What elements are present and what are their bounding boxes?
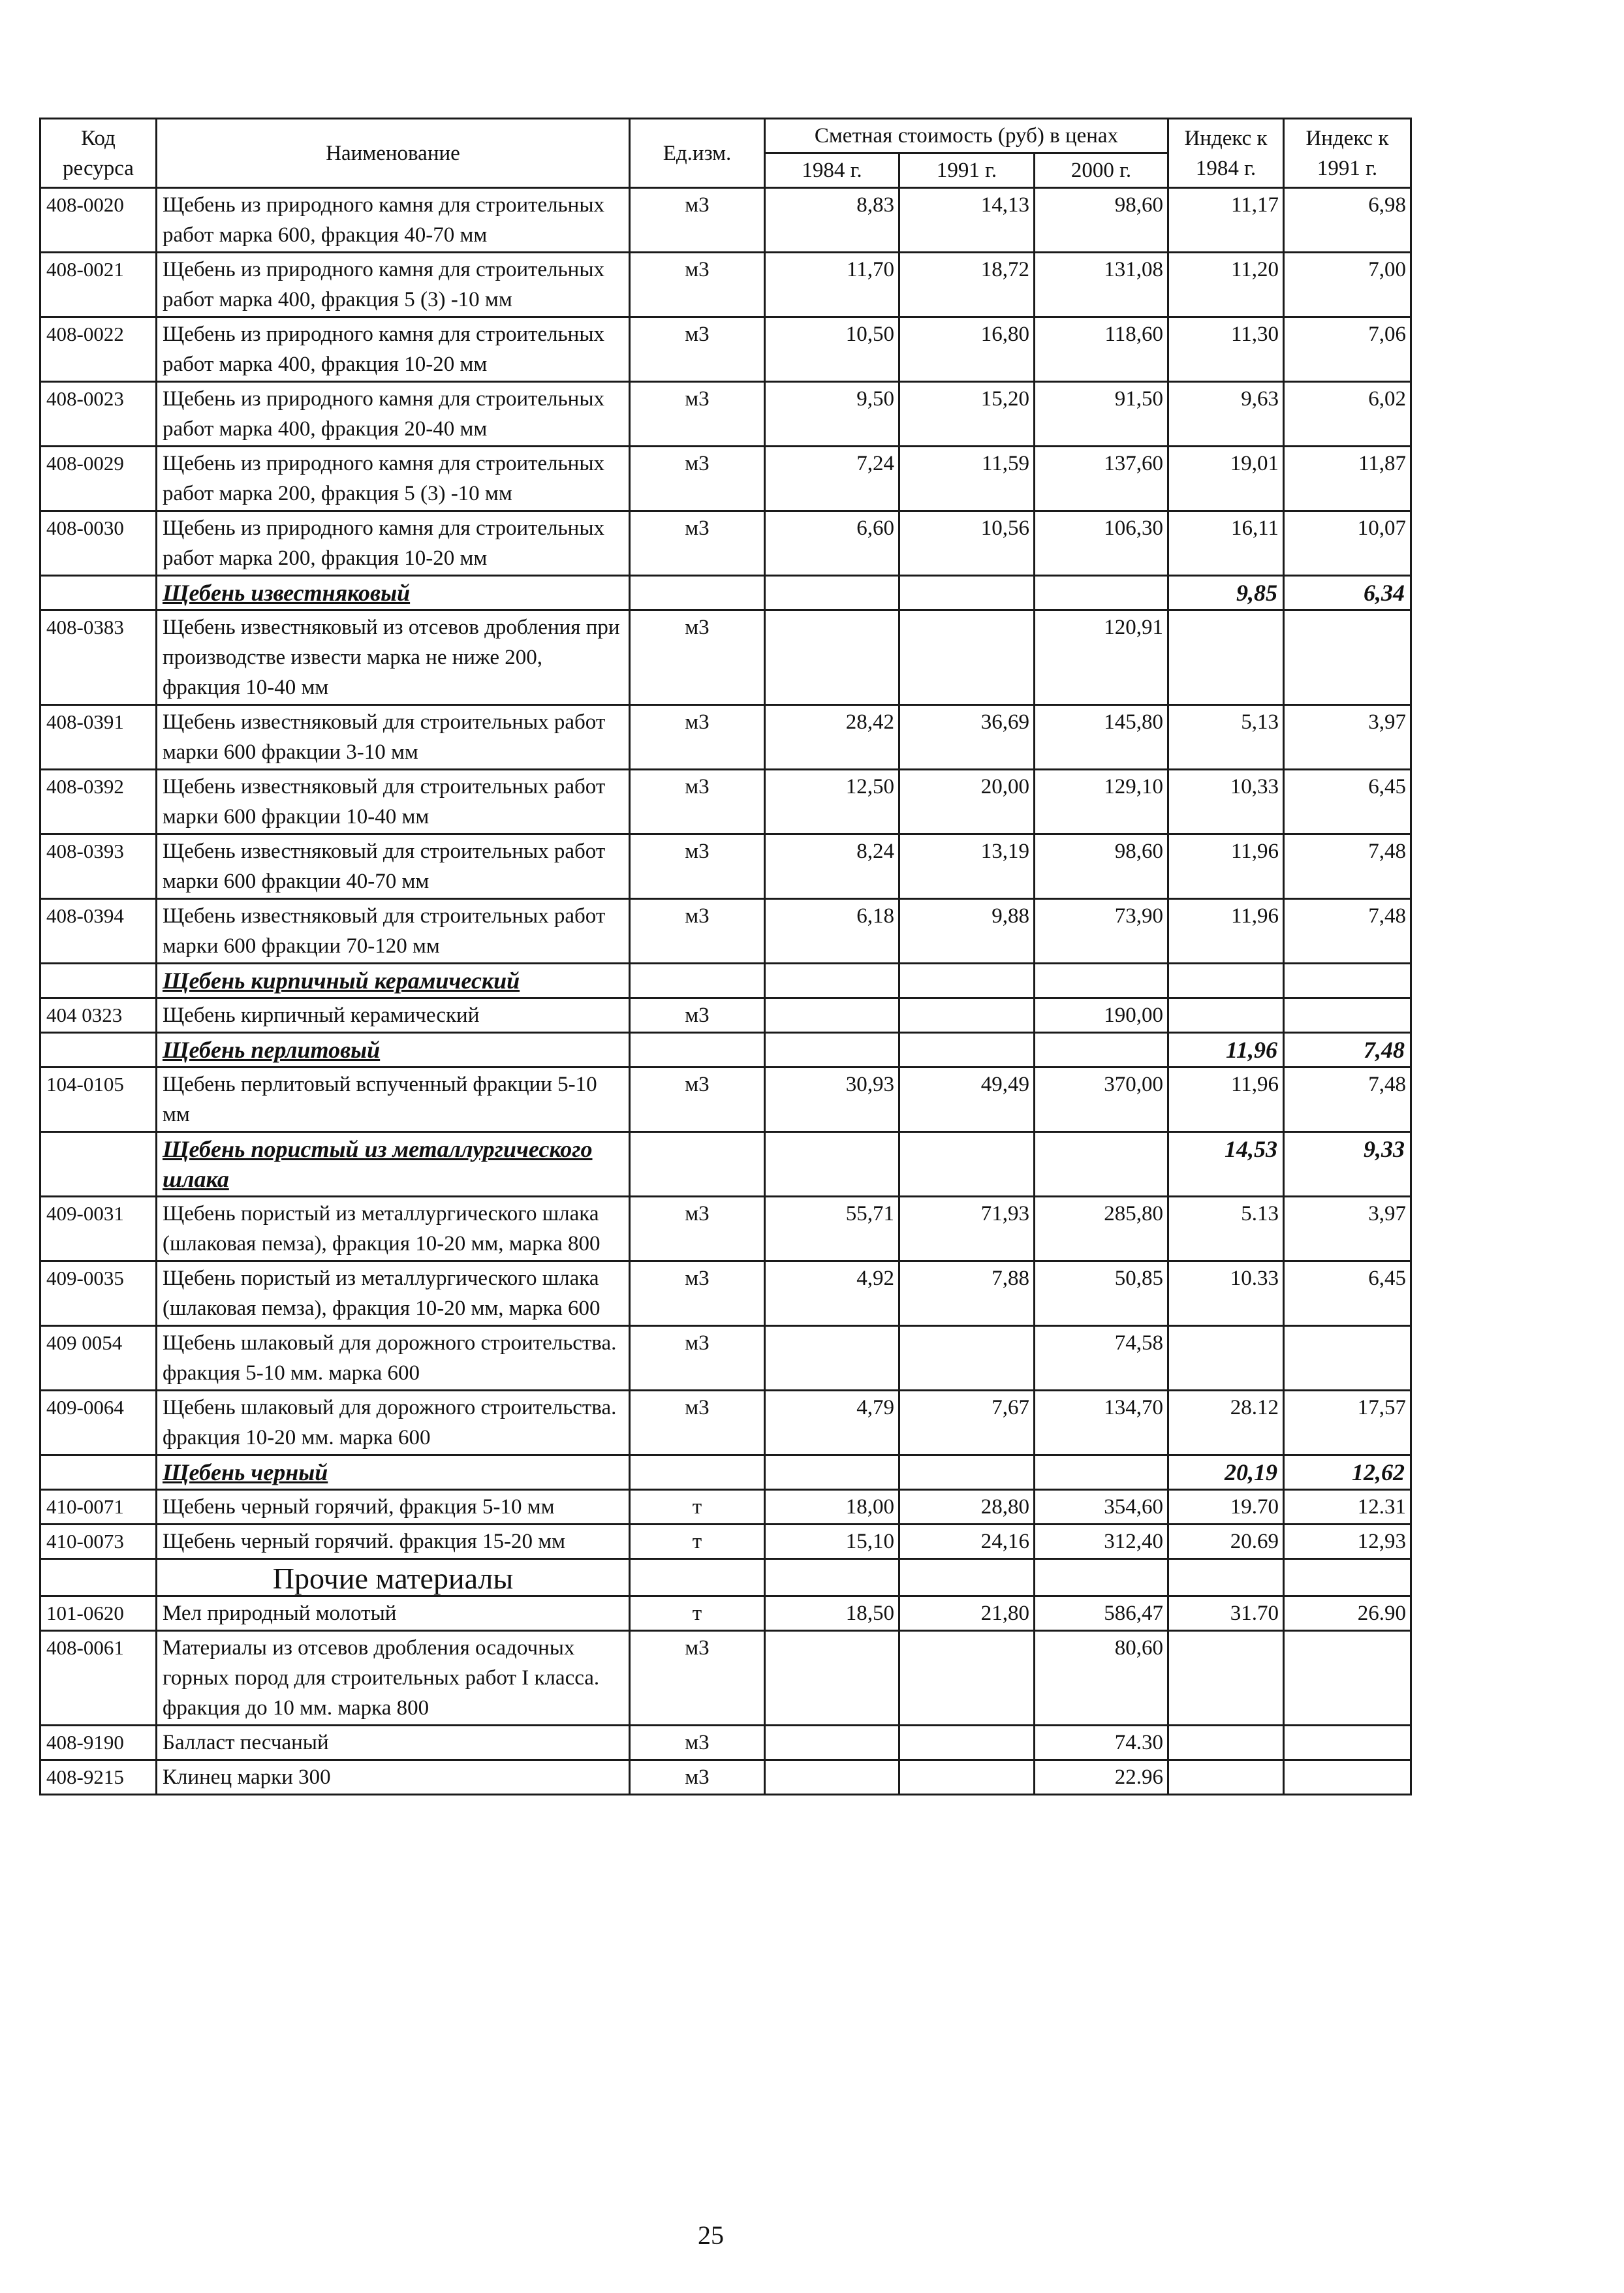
price-2000: 50,85 [1035, 1261, 1168, 1326]
unit-cell: м3 [630, 382, 765, 447]
table-row [40, 1631, 1411, 1726]
index-1991: 12,93 [1284, 1525, 1411, 1559]
index-1984: 5,13 [1168, 705, 1284, 770]
resource-name: Щебень кирпичный керамический [157, 998, 630, 1033]
price-1984: 18,00 [765, 1490, 899, 1525]
table-header [40, 119, 1411, 188]
section-row [40, 964, 1411, 998]
unit-cell: м3 [630, 1391, 765, 1455]
section-title: Щебень перлитовый [157, 1033, 630, 1067]
table-row [40, 1525, 1411, 1559]
table-row [40, 447, 1411, 511]
index-1991: 6,45 [1284, 770, 1411, 834]
resource-name: Щебень из природного камня для строительных работ марка 200, фракция 10-20 мм [157, 511, 630, 576]
table-row [40, 1596, 1411, 1631]
price-1984: 6,18 [765, 899, 899, 964]
index-1984 [1168, 998, 1284, 1033]
section-code-empty [40, 576, 157, 610]
price-1991 [899, 998, 1035, 1033]
section-empty-1991 [899, 1132, 1035, 1197]
price-1991: 18,72 [899, 253, 1035, 317]
resource-code: 410-0073 [40, 1525, 157, 1559]
price-2000: 586,47 [1035, 1596, 1168, 1631]
price-1991: 36,69 [899, 705, 1035, 770]
price-table-page [39, 118, 1410, 1795]
table-row [40, 1760, 1411, 1795]
section-empty-2000 [1035, 1132, 1168, 1197]
price-1991 [899, 1631, 1035, 1726]
table-row [40, 1326, 1411, 1391]
price-1991: 14,13 [899, 188, 1035, 253]
section-empty-2000 [1035, 964, 1168, 998]
price-2000: 106,30 [1035, 511, 1168, 576]
resource-code: 410-0071 [40, 1490, 157, 1525]
price-table [39, 118, 1412, 1795]
table-row [40, 770, 1411, 834]
price-1991: 20,00 [899, 770, 1035, 834]
resource-code: 409-0035 [40, 1261, 157, 1326]
unit-cell: т [630, 1490, 765, 1525]
price-2000: 118,60 [1035, 317, 1168, 382]
price-2000: 74.30 [1035, 1726, 1168, 1760]
section-empty-2000 [1035, 1033, 1168, 1067]
price-1991: 7,67 [899, 1391, 1035, 1455]
section-index-1984: 20,19 [1168, 1455, 1284, 1490]
price-2000: 80,60 [1035, 1631, 1168, 1726]
unit-cell: м3 [630, 317, 765, 382]
price-1984: 30,93 [765, 1067, 899, 1132]
index-1991: 7,48 [1284, 899, 1411, 964]
price-2000: 91,50 [1035, 382, 1168, 447]
section-unit-empty [630, 576, 765, 610]
table-row [40, 253, 1411, 317]
price-1991: 15,20 [899, 382, 1035, 447]
section-title: Щебень пористый из металлургического шлака [157, 1132, 630, 1197]
price-1991: 16,80 [899, 317, 1035, 382]
index-1991 [1284, 1726, 1411, 1760]
price-1991: 28,80 [899, 1490, 1035, 1525]
table-body [40, 188, 1411, 1795]
header-index-1984: Индекс к 1984 г. [1168, 119, 1284, 188]
price-2000: 285,80 [1035, 1197, 1168, 1261]
header-year-1984: 1984 г. [765, 153, 899, 188]
price-1984: 6,60 [765, 511, 899, 576]
unit-cell: т [630, 1596, 765, 1631]
unit-cell: м3 [630, 1326, 765, 1391]
section-unit-empty [630, 1132, 765, 1197]
index-1991: 11,87 [1284, 447, 1411, 511]
resource-code: 408-0061 [40, 1631, 157, 1726]
price-1984: 55,71 [765, 1197, 899, 1261]
unit-cell: м3 [630, 998, 765, 1033]
index-1991: 26.90 [1284, 1596, 1411, 1631]
price-1991: 9,88 [899, 899, 1035, 964]
index-1984: 11,96 [1168, 1067, 1284, 1132]
unit-cell: м3 [630, 253, 765, 317]
resource-code: 408-0021 [40, 253, 157, 317]
table-row [40, 899, 1411, 964]
section-unit-empty [630, 964, 765, 998]
section-row [40, 1033, 1411, 1067]
index-1984: 20.69 [1168, 1525, 1284, 1559]
table-row [40, 382, 1411, 447]
section-empty-1984 [765, 576, 899, 610]
index-1991 [1284, 1631, 1411, 1726]
index-1991: 7,06 [1284, 317, 1411, 382]
resource-code: 408-0023 [40, 382, 157, 447]
price-2000: 145,80 [1035, 705, 1168, 770]
resource-name: Щебень черный горячий. фракция 15-20 мм [157, 1525, 630, 1559]
price-1991: 71,93 [899, 1197, 1035, 1261]
resource-name: Щебень перлитовый вспученный фракции 5-10 мм [157, 1067, 630, 1132]
section-index-1991: 12,62 [1284, 1455, 1411, 1490]
section-code-empty [40, 1033, 157, 1067]
price-1991: 11,59 [899, 447, 1035, 511]
section-empty-cell [1284, 1559, 1411, 1596]
resource-code: 408-0020 [40, 188, 157, 253]
table-row [40, 1726, 1411, 1760]
unit-cell: м3 [630, 705, 765, 770]
price-1984 [765, 998, 899, 1033]
price-2000: 312,40 [1035, 1525, 1168, 1559]
resource-code: 408-0391 [40, 705, 157, 770]
section-empty-1991 [899, 964, 1035, 998]
index-1984: 10,33 [1168, 770, 1284, 834]
index-1991: 7,00 [1284, 253, 1411, 317]
section-code-empty [40, 1132, 157, 1197]
index-1991: 6,02 [1284, 382, 1411, 447]
section-index-1984 [1168, 964, 1284, 998]
price-1984: 11,70 [765, 253, 899, 317]
header-cost-group: Сметная стоимость (руб) в ценах [765, 119, 1168, 153]
section-code-empty [40, 1559, 157, 1596]
price-1991: 7,88 [899, 1261, 1035, 1326]
price-1984 [765, 610, 899, 705]
unit-cell: м3 [630, 447, 765, 511]
section-title: Щебень черный [157, 1455, 630, 1490]
price-1991: 21,80 [899, 1596, 1035, 1631]
index-1991: 7,48 [1284, 834, 1411, 899]
section-empty-cell [765, 1559, 899, 1596]
resource-name: Щебень черный горячий, фракция 5-10 мм [157, 1490, 630, 1525]
index-1991: 10,07 [1284, 511, 1411, 576]
table-row [40, 1197, 1411, 1261]
header-name: Наименование [157, 119, 630, 188]
table-row [40, 1261, 1411, 1326]
index-1991 [1284, 998, 1411, 1033]
section-unit-empty [630, 1033, 765, 1067]
resource-code: 408-0393 [40, 834, 157, 899]
index-1984: 19,01 [1168, 447, 1284, 511]
price-2000: 137,60 [1035, 447, 1168, 511]
resource-name: Щебень известняковый из отсевов дробления при производстве извести марка не ниже 200, фракция 10-40 мм [157, 610, 630, 705]
section-empty-1984 [765, 1132, 899, 1197]
resource-name: Щебень известняковый для строительных работ марки 600 фракции 40-70 мм [157, 834, 630, 899]
resource-code: 409-0031 [40, 1197, 157, 1261]
price-1991: 49,49 [899, 1067, 1035, 1132]
section-index-1984: 9,85 [1168, 576, 1284, 610]
section-index-1991: 6,34 [1284, 576, 1411, 610]
price-2000: 354,60 [1035, 1490, 1168, 1525]
index-1984 [1168, 1760, 1284, 1795]
price-2000: 120,91 [1035, 610, 1168, 705]
price-2000: 74,58 [1035, 1326, 1168, 1391]
price-1991: 24,16 [899, 1525, 1035, 1559]
price-2000: 190,00 [1035, 998, 1168, 1033]
resource-code: 408-0383 [40, 610, 157, 705]
price-1984: 12,50 [765, 770, 899, 834]
price-2000: 98,60 [1035, 834, 1168, 899]
section-row [40, 1132, 1411, 1197]
price-1984: 18,50 [765, 1596, 899, 1631]
resource-name: Щебень известняковый для строительных работ марки 600 фракции 10-40 мм [157, 770, 630, 834]
section-empty-cell [1168, 1559, 1284, 1596]
unit-cell: м3 [630, 1067, 765, 1132]
resource-name: Клинец марки 300 [157, 1760, 630, 1795]
major-section-title: Прочие материалы [157, 1559, 630, 1596]
section-index-1991: 9,33 [1284, 1132, 1411, 1197]
price-1984 [765, 1726, 899, 1760]
index-1984 [1168, 1326, 1284, 1391]
resource-code: 404 0323 [40, 998, 157, 1033]
index-1991: 7,48 [1284, 1067, 1411, 1132]
section-empty-1984 [765, 1455, 899, 1490]
table-row [40, 511, 1411, 576]
table-row [40, 1391, 1411, 1455]
index-1984 [1168, 1631, 1284, 1726]
index-1991: 3,97 [1284, 705, 1411, 770]
index-1984: 11,96 [1168, 834, 1284, 899]
section-empty-2000 [1035, 1455, 1168, 1490]
major-section-row [40, 1559, 1411, 1596]
price-1984 [765, 1326, 899, 1391]
section-empty-cell [630, 1559, 765, 1596]
index-1984: 11,20 [1168, 253, 1284, 317]
price-2000: 129,10 [1035, 770, 1168, 834]
resource-name: Щебень из природного камня для строительных работ марка 600, фракция 40-70 мм [157, 188, 630, 253]
resource-code: 408-0029 [40, 447, 157, 511]
resource-name: Щебень из природного камня для строительных работ марка 400, фракция 10-20 мм [157, 317, 630, 382]
price-2000: 73,90 [1035, 899, 1168, 964]
resource-code: 104-0105 [40, 1067, 157, 1132]
section-empty-1984 [765, 1033, 899, 1067]
header-unit: Ед.изм. [630, 119, 765, 188]
price-1984: 4,92 [765, 1261, 899, 1326]
unit-cell: м3 [630, 1760, 765, 1795]
section-empty-cell [899, 1559, 1035, 1596]
price-2000: 134,70 [1035, 1391, 1168, 1455]
section-unit-empty [630, 1455, 765, 1490]
section-index-1984: 11,96 [1168, 1033, 1284, 1067]
unit-cell: м3 [630, 610, 765, 705]
resource-code: 408-0030 [40, 511, 157, 576]
unit-cell: м3 [630, 188, 765, 253]
table-row [40, 1490, 1411, 1525]
resource-name: Щебень из природного камня для строительных работ марка 400, фракция 20-40 мм [157, 382, 630, 447]
resource-code: 408-9215 [40, 1760, 157, 1795]
resource-name: Материалы из отсевов дробления осадочных горных пород для строительных работ I класса. фракция до 10 мм. марка 800 [157, 1631, 630, 1726]
index-1991 [1284, 1760, 1411, 1795]
table-row [40, 998, 1411, 1033]
price-1984: 28,42 [765, 705, 899, 770]
resource-code: 409-0064 [40, 1391, 157, 1455]
unit-cell: м3 [630, 511, 765, 576]
unit-cell: м3 [630, 1261, 765, 1326]
section-index-1991: 7,48 [1284, 1033, 1411, 1067]
resource-name: Щебень известняковый для строительных работ марки 600 фракции 70-120 мм [157, 899, 630, 964]
section-empty-1991 [899, 576, 1035, 610]
price-1991 [899, 1760, 1035, 1795]
index-1991: 17,57 [1284, 1391, 1411, 1455]
index-1984: 11,30 [1168, 317, 1284, 382]
resource-name: Мел природный молотый [157, 1596, 630, 1631]
header-year-1991: 1991 г. [899, 153, 1035, 188]
section-empty-1991 [899, 1455, 1035, 1490]
resource-code: 408-0394 [40, 899, 157, 964]
index-1984: 10.33 [1168, 1261, 1284, 1326]
index-1984: 5.13 [1168, 1197, 1284, 1261]
index-1991: 6,45 [1284, 1261, 1411, 1326]
price-1984: 15,10 [765, 1525, 899, 1559]
price-1984: 9,50 [765, 382, 899, 447]
table-row [40, 834, 1411, 899]
header-year-2000: 2000 г. [1035, 153, 1168, 188]
header-index-1991: Индекс к 1991 г. [1284, 119, 1411, 188]
table-row [40, 705, 1411, 770]
index-1991: 12.31 [1284, 1490, 1411, 1525]
unit-cell: м3 [630, 1726, 765, 1760]
price-1984: 10,50 [765, 317, 899, 382]
resource-code: 408-0392 [40, 770, 157, 834]
index-1984: 9,63 [1168, 382, 1284, 447]
table-row [40, 188, 1411, 253]
resource-name: Щебень пористый из металлургического шлака (шлаковая пемза), фракция 10-20 мм, марка 600 [157, 1261, 630, 1326]
price-1984: 4,79 [765, 1391, 899, 1455]
section-empty-1991 [899, 1033, 1035, 1067]
header-code: Код ресурса [40, 119, 157, 188]
unit-cell: м3 [630, 1197, 765, 1261]
table-row [40, 1067, 1411, 1132]
index-1984: 16,11 [1168, 511, 1284, 576]
index-1991: 3,97 [1284, 1197, 1411, 1261]
section-row [40, 576, 1411, 610]
price-1984 [765, 1631, 899, 1726]
price-1984 [765, 1760, 899, 1795]
index-1984: 28.12 [1168, 1391, 1284, 1455]
resource-code: 101-0620 [40, 1596, 157, 1631]
resource-name: Щебень шлаковый для дорожного строительства. фракция 10-20 мм. марка 600 [157, 1391, 630, 1455]
resource-code: 408-9190 [40, 1726, 157, 1760]
section-title: Щебень кирпичный керамический [157, 964, 630, 998]
resource-name: Щебень шлаковый для дорожного строительства. фракция 5-10 мм. марка 600 [157, 1326, 630, 1391]
price-1991 [899, 1726, 1035, 1760]
section-row [40, 1455, 1411, 1490]
resource-name: Щебень из природного камня для строительных работ марка 400, фракция 5 (3) -10 мм [157, 253, 630, 317]
price-1984: 7,24 [765, 447, 899, 511]
price-1991 [899, 1326, 1035, 1391]
resource-name: Балласт песчаный [157, 1726, 630, 1760]
unit-cell: м3 [630, 899, 765, 964]
price-2000: 370,00 [1035, 1067, 1168, 1132]
unit-cell: м3 [630, 834, 765, 899]
price-1991: 13,19 [899, 834, 1035, 899]
index-1984 [1168, 610, 1284, 705]
price-1991: 10,56 [899, 511, 1035, 576]
index-1984: 11,96 [1168, 899, 1284, 964]
section-index-1984: 14,53 [1168, 1132, 1284, 1197]
table-row [40, 317, 1411, 382]
section-code-empty [40, 1455, 157, 1490]
section-empty-cell [1035, 1559, 1168, 1596]
section-empty-2000 [1035, 576, 1168, 610]
resource-name: Щебень из природного камня для строительных работ марка 200, фракция 5 (3) -10 мм [157, 447, 630, 511]
resource-name: Щебень известняковый для строительных работ марки 600 фракции 3-10 мм [157, 705, 630, 770]
index-1984: 11,17 [1168, 188, 1284, 253]
section-index-1991 [1284, 964, 1411, 998]
price-1984: 8,24 [765, 834, 899, 899]
price-2000: 22.96 [1035, 1760, 1168, 1795]
table-row [40, 610, 1411, 705]
price-2000: 98,60 [1035, 188, 1168, 253]
unit-cell: м3 [630, 1631, 765, 1726]
price-2000: 131,08 [1035, 253, 1168, 317]
index-1984: 31.70 [1168, 1596, 1284, 1631]
unit-cell: м3 [630, 770, 765, 834]
index-1991: 6,98 [1284, 188, 1411, 253]
price-1991 [899, 610, 1035, 705]
page-number: 25 [698, 2221, 724, 2250]
section-title: Щебень известняковый [157, 576, 630, 610]
index-1991 [1284, 1326, 1411, 1391]
section-empty-1984 [765, 964, 899, 998]
section-code-empty [40, 964, 157, 998]
index-1984: 19.70 [1168, 1490, 1284, 1525]
index-1991 [1284, 610, 1411, 705]
index-1984 [1168, 1726, 1284, 1760]
resource-name: Щебень пористый из металлургического шлака (шлаковая пемза), фракция 10-20 мм, марка 800 [157, 1197, 630, 1261]
resource-code: 408-0022 [40, 317, 157, 382]
resource-code: 409 0054 [40, 1326, 157, 1391]
price-1984: 8,83 [765, 188, 899, 253]
unit-cell: т [630, 1525, 765, 1559]
